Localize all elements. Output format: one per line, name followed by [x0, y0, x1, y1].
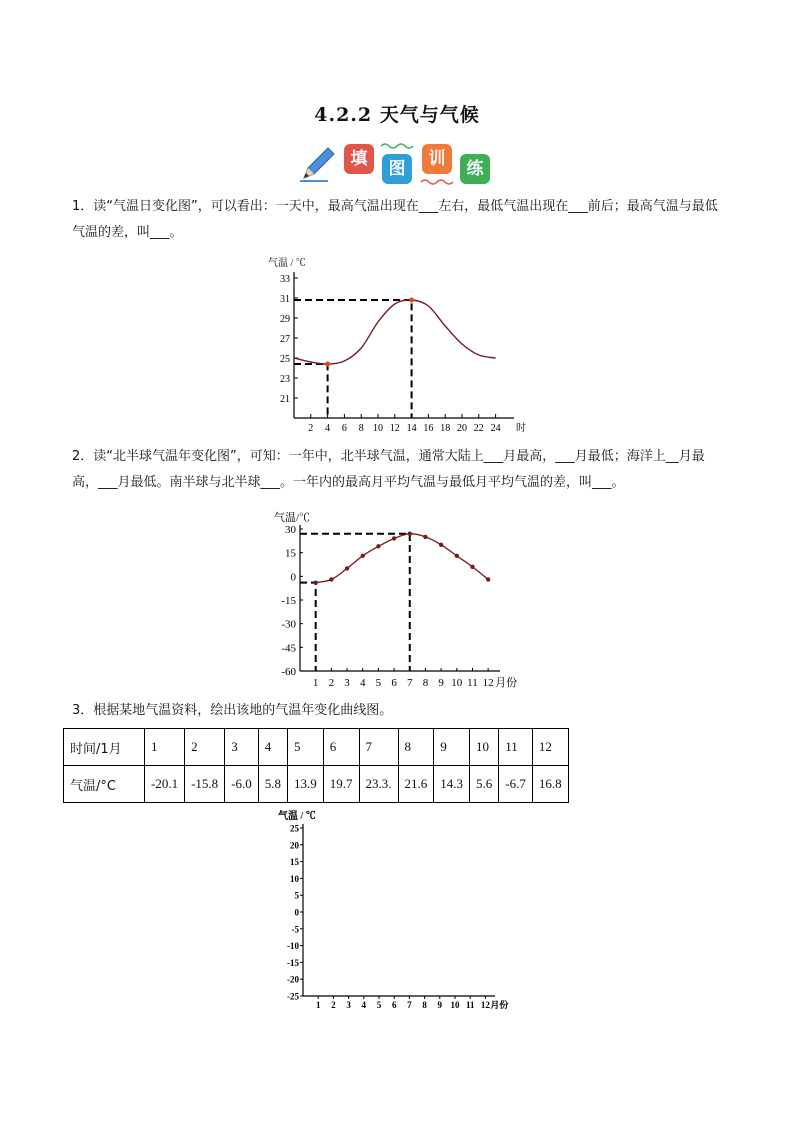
- data-point: [313, 580, 317, 584]
- x-tick-label: 22: [473, 423, 484, 432]
- x-tick-label: 16: [423, 423, 434, 432]
- question-2: 2．读“北半球气温年变化图”，可知：一年中，北半球气温，通常大陆上___月最高，___月最低；海洋上__月最高，___月最低。南半球与北半球___。一年内的最高月平均气温与最低月平均气温的差，叫___。: [72, 449, 705, 490]
- x-tick-label: 1: [315, 1000, 321, 1010]
- banner-char-4: 练: [460, 154, 490, 184]
- y-tick-label: 33: [280, 274, 290, 285]
- x-tick-label: 6: [391, 677, 397, 689]
- data-point: [408, 532, 412, 536]
- x-axis-label: 时: [516, 423, 526, 432]
- x-tick-label: 7: [407, 1000, 412, 1010]
- table-cell: 7: [359, 729, 398, 766]
- temperature-curve: [316, 534, 488, 583]
- data-point: [329, 577, 333, 581]
- y-tick-label: 10: [290, 873, 299, 884]
- x-tick-label: 12: [482, 677, 494, 689]
- banner-char-3: 训: [422, 144, 452, 174]
- table-cell: 21.6: [398, 766, 434, 803]
- y-tick-label: -15: [281, 595, 296, 607]
- y-tick-label: 27: [280, 334, 290, 345]
- annual-temperature-chart: [268, 505, 530, 695]
- table-cell: 5.8: [258, 766, 287, 803]
- x-tick-label: 2: [331, 1000, 336, 1010]
- x-tick-label: 24: [490, 423, 501, 432]
- table-cell: 1: [145, 729, 185, 766]
- x-tick-label: 18: [440, 423, 451, 432]
- table-cell: 6: [323, 729, 359, 766]
- table-cell: -6.7: [499, 766, 533, 803]
- x-tick-label: 12: [389, 423, 400, 432]
- x-tick-label: 4: [359, 677, 366, 689]
- x-tick-label: 11: [465, 1000, 475, 1010]
- data-point: [361, 554, 365, 558]
- x-tick-label: 20: [457, 423, 467, 432]
- temperature-table: [63, 728, 569, 803]
- guide-line: [300, 583, 316, 671]
- x-tick-label: 2: [308, 423, 314, 432]
- question-3: 3．根据某地气温资料，绘出该地的气温年变化曲线图。: [72, 703, 393, 718]
- table-cell: 23.3.: [359, 766, 398, 803]
- x-tick-label: 14: [406, 423, 417, 432]
- x-tick-label: 8: [422, 677, 429, 689]
- y-tick-label: -15: [287, 957, 299, 968]
- blank-temperature-grid: [270, 806, 526, 1012]
- table-cell: -15.8: [185, 766, 225, 803]
- data-point: [455, 554, 459, 558]
- question-1: 1．读“气温日变化图”，可以看出：一天中，最高气温出现在___左右，最低气温出现在___前后；最高气温与最低气温的差，叫___。: [72, 199, 718, 240]
- data-point: [325, 362, 330, 367]
- daily-temperature-chart: [264, 252, 534, 432]
- y-tick-label: -10: [287, 941, 299, 952]
- x-tick-label: 12: [480, 1000, 490, 1010]
- table-cell: 2: [185, 729, 225, 766]
- table-row: [64, 729, 569, 766]
- y-tick-label: 25: [280, 354, 290, 365]
- table-cell: 19.7: [323, 766, 359, 803]
- y-axis-label: 气温/℃: [274, 512, 311, 524]
- y-tick-label: 21: [280, 394, 290, 405]
- data-point: [409, 298, 414, 303]
- y-tick-label: 5: [294, 890, 299, 901]
- table-cell: 4: [258, 729, 287, 766]
- data-point: [486, 577, 490, 581]
- y-tick-label: -30: [281, 618, 296, 631]
- x-tick-label: 10: [451, 677, 463, 689]
- x-tick-label: 7: [407, 677, 413, 689]
- table-cell: 5.6: [470, 766, 499, 803]
- table-cell: 11: [499, 729, 533, 766]
- y-tick-label: 29: [280, 314, 290, 325]
- x-tick-label: 3: [346, 1000, 351, 1010]
- banner-char-2: 图: [382, 154, 412, 184]
- y-axis-label: 气温 / ℃: [268, 258, 306, 269]
- y-tick-label: -60: [281, 666, 296, 678]
- data-point: [376, 544, 380, 548]
- y-tick-label: 15: [285, 547, 296, 560]
- y-tick-label: 15: [290, 857, 299, 868]
- table-cell: -20.1: [145, 766, 185, 803]
- banner-char-1: 填: [344, 144, 374, 174]
- x-tick-label: 10: [450, 1000, 460, 1010]
- data-point: [423, 535, 427, 539]
- y-tick-label: -25: [287, 991, 299, 1002]
- x-tick-label: 5: [375, 677, 382, 689]
- table-header-cell: 时间/1月: [64, 729, 145, 766]
- table-cell: -6.0: [225, 766, 259, 803]
- table-cell: 10: [470, 729, 499, 766]
- pencil-icon: [298, 144, 338, 184]
- page-title: 4.2.2 天气与气候: [314, 104, 480, 126]
- x-axis-label: 月份: [495, 677, 518, 689]
- table-cell: 8: [398, 729, 434, 766]
- x-axis-label: 月份: [490, 1000, 509, 1010]
- x-tick-label: 3: [344, 677, 350, 689]
- y-tick-label: -5: [291, 924, 299, 935]
- y-tick-label: 30: [285, 524, 296, 536]
- x-tick-label: 9: [438, 677, 444, 689]
- y-tick-label: 23: [280, 374, 290, 385]
- table-cell: 13.9: [288, 766, 324, 803]
- data-point: [439, 543, 443, 547]
- x-tick-label: 9: [437, 1000, 443, 1010]
- table-cell: 14.3: [434, 766, 470, 803]
- guide-line: [294, 300, 412, 418]
- x-tick-label: 6: [391, 1000, 397, 1010]
- y-tick-label: 20: [290, 840, 299, 851]
- y-tick-label: 0: [294, 907, 299, 918]
- wave-decoration: [380, 142, 414, 150]
- y-axis-label: 气温 / ℃: [278, 811, 316, 822]
- y-tick-label: 25: [290, 823, 299, 834]
- wave-decoration: [420, 178, 454, 186]
- x-tick-label: 8: [422, 1000, 427, 1010]
- data-point: [345, 566, 349, 570]
- x-tick-label: 10: [373, 423, 383, 432]
- table-cell: 12: [532, 729, 568, 766]
- data-point: [470, 565, 474, 569]
- y-tick-label: 0: [290, 571, 296, 584]
- y-tick-label: -20: [287, 974, 299, 985]
- temperature-curve: [294, 300, 496, 364]
- x-tick-label: 6: [341, 423, 347, 432]
- table-row: [64, 766, 569, 803]
- x-tick-label: 4: [361, 1000, 367, 1010]
- table-cell: 16.8: [532, 766, 568, 803]
- guide-line: [294, 364, 328, 418]
- x-tick-label: 1: [312, 677, 319, 689]
- data-point: [392, 536, 396, 540]
- x-tick-label: 8: [358, 423, 364, 432]
- banner: [296, 140, 496, 188]
- y-tick-label: -45: [281, 642, 296, 655]
- y-tick-label: 31: [280, 294, 290, 305]
- table-cell: 5: [288, 729, 324, 766]
- x-tick-label: 2: [328, 677, 335, 689]
- table-header-cell: 气温/°C: [64, 766, 145, 803]
- x-tick-label: 11: [467, 677, 478, 689]
- x-tick-label: 4: [325, 423, 331, 432]
- table-cell: 9: [434, 729, 470, 766]
- x-tick-label: 5: [376, 1000, 382, 1010]
- table-cell: 3: [225, 729, 259, 766]
